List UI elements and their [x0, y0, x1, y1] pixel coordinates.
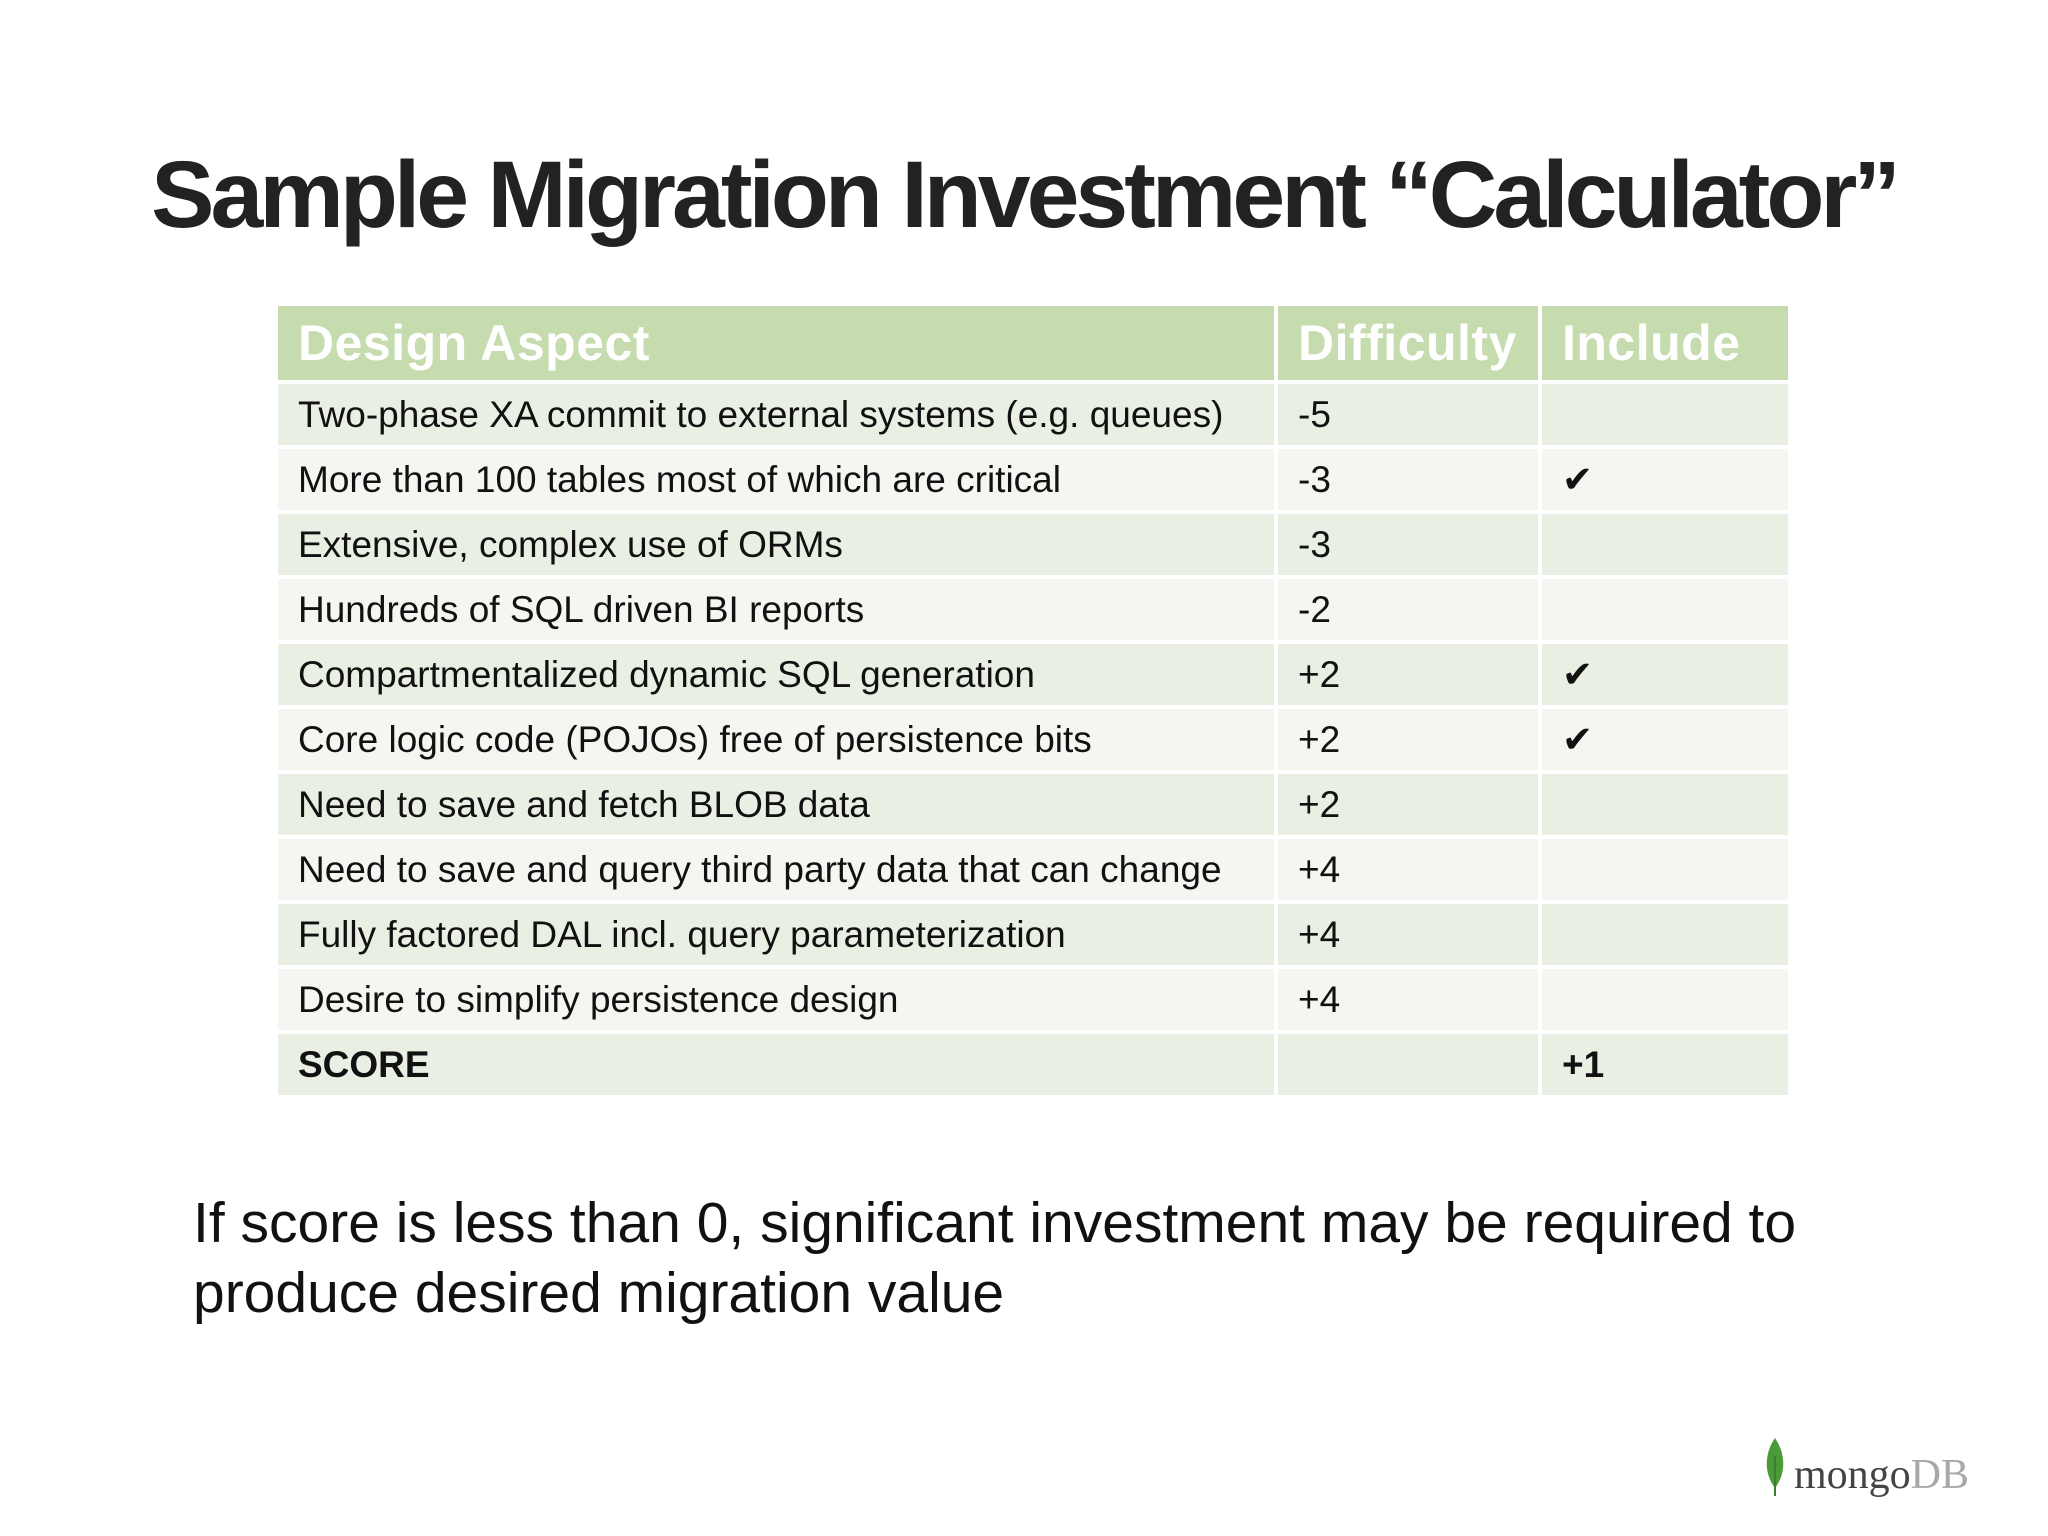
- table-row: [278, 384, 1788, 445]
- header-design-aspect: Design Aspect: [278, 306, 1274, 380]
- cell-aspect: Extensive, complex use of ORMs: [278, 514, 1274, 575]
- cell-include: [1542, 774, 1788, 835]
- cell-include: ✔: [1542, 644, 1788, 705]
- score-row: [278, 1034, 1788, 1095]
- cell-aspect: More than 100 tables most of which are critical: [278, 449, 1274, 510]
- cell-aspect: Compartmentalized dynamic SQL generation: [278, 644, 1274, 705]
- cell-aspect: Core logic code (POJOs) free of persistence bits: [278, 709, 1274, 770]
- cell-difficulty: -3: [1278, 449, 1538, 510]
- score-label: SCORE: [278, 1034, 1274, 1095]
- score-difficulty: [1278, 1034, 1538, 1095]
- logo-wordmark: [1794, 1454, 1969, 1496]
- score-value: +1: [1542, 1034, 1788, 1095]
- table-header-row: [278, 306, 1788, 380]
- cell-difficulty: +4: [1278, 904, 1538, 965]
- header-difficulty: Difficulty: [1278, 306, 1538, 380]
- table-row: [278, 449, 1788, 510]
- table-row: [278, 774, 1788, 835]
- cell-difficulty: -3: [1278, 514, 1538, 575]
- cell-difficulty: +2: [1278, 709, 1538, 770]
- cell-difficulty: +2: [1278, 774, 1538, 835]
- cell-difficulty: -2: [1278, 579, 1538, 640]
- table-row: [278, 904, 1788, 965]
- cell-include: ✔: [1542, 449, 1788, 510]
- cell-aspect: Need to save and query third party data that can change: [278, 839, 1274, 900]
- cell-difficulty: +4: [1278, 839, 1538, 900]
- cell-aspect: Desire to simplify persistence design: [278, 969, 1274, 1030]
- table-row: [278, 709, 1788, 770]
- score-note: If score is less than 0, significant investment may be required to produce desired migration value: [193, 1191, 1797, 1325]
- cell-aspect: Need to save and fetch BLOB data: [278, 774, 1274, 835]
- cell-aspect: Fully factored DAL incl. query parameterization: [278, 904, 1274, 965]
- table-row: [278, 514, 1788, 575]
- slide-title: Sample Migration Investment “Calculator”: [151, 142, 1897, 248]
- cell-include: [1542, 514, 1788, 575]
- logo-mongo: mongo: [1794, 1452, 1911, 1498]
- mongodb-leaf-icon: [1760, 1436, 1790, 1496]
- cell-aspect: Hundreds of SQL driven BI reports: [278, 579, 1274, 640]
- cell-include: [1542, 904, 1788, 965]
- cell-difficulty: +2: [1278, 644, 1538, 705]
- logo-db: DB: [1910, 1452, 1970, 1498]
- cell-include: [1542, 384, 1788, 445]
- cell-include: [1542, 839, 1788, 900]
- table-row: [278, 644, 1788, 705]
- cell-include: ✔: [1542, 709, 1788, 770]
- table-row: [278, 969, 1788, 1030]
- header-include: Include: [1542, 306, 1788, 380]
- cell-difficulty: +4: [1278, 969, 1538, 1030]
- calculator-table: [274, 302, 1792, 1099]
- mongodb-logo: [1760, 1436, 1969, 1496]
- table-row: [278, 839, 1788, 900]
- cell-include: [1542, 579, 1788, 640]
- cell-difficulty: -5: [1278, 384, 1538, 445]
- cell-include: [1542, 969, 1788, 1030]
- cell-aspect: Two-phase XA commit to external systems (e.g. queues): [278, 384, 1274, 445]
- table-row: [278, 579, 1788, 640]
